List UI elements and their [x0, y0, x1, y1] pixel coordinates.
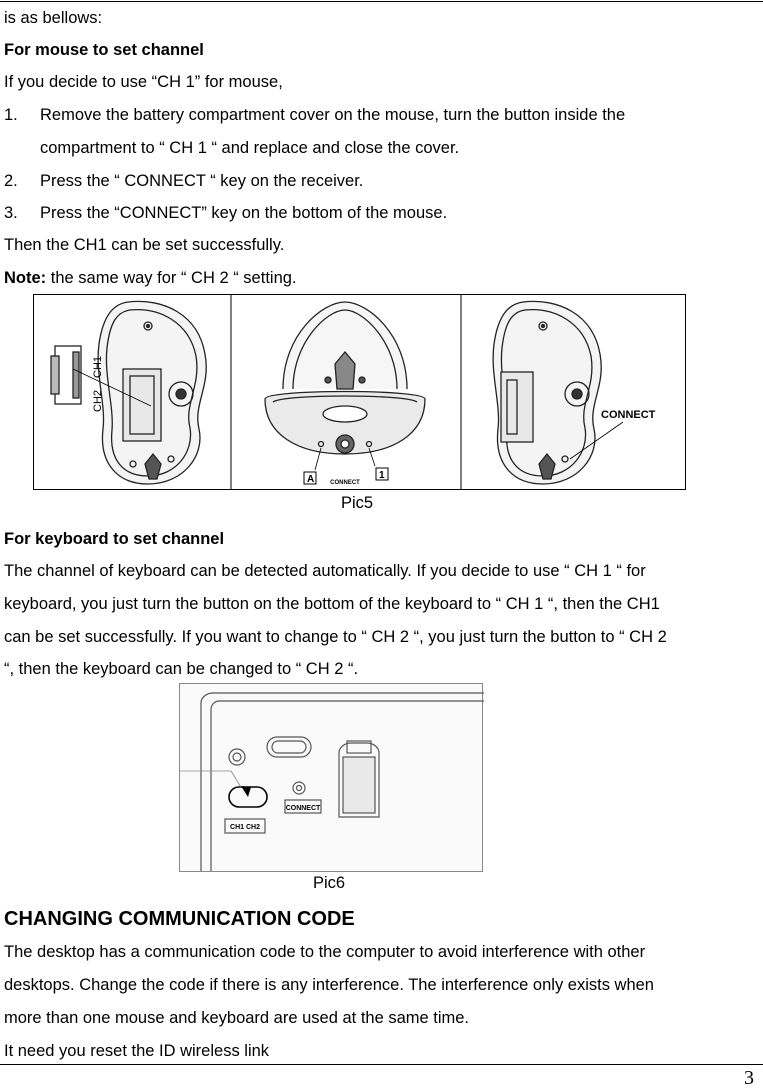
keyboard-line-4: “, then the keyboard can be changed to “ CH 2 “.: [4, 660, 359, 678]
communication-code-heading: CHANGING COMMUNICATION CODE: [4, 908, 355, 930]
mouse-heading: For mouse to set channel: [4, 41, 204, 59]
pic6-caption: Pic6: [313, 874, 346, 892]
communication-line-2: desktops. Change the code if there is any interference. The interference only exists when: [4, 976, 654, 994]
step-1-line-1: Remove the battery compartment cover on the mouse, turn the button inside the: [40, 106, 626, 124]
step-1-line-2: compartment to “ CH 1 “ and replace and close the cover.: [40, 139, 460, 157]
pic5-caption: Pic5: [341, 494, 374, 512]
mouse-connect-label: CONNECT: [601, 409, 656, 421]
keyboard-heading: For keyboard to set channel: [4, 530, 225, 548]
note-label: Note:: [4, 269, 47, 287]
intro-text: is as bellows:: [4, 9, 103, 27]
page-number: 3: [744, 1067, 754, 1089]
pic6-connect-label: CONNECT: [285, 805, 321, 812]
mouse-intro: If you decide to use “CH 1” for mouse,: [4, 73, 283, 91]
communication-line-1: The desktop has a communication code to the computer to avoid interference with other: [4, 943, 646, 961]
keyboard-line-2: keyboard, you just turn the button on the bottom of the keyboard to “ CH 1 “, then the CH1: [4, 595, 660, 613]
switch-label-ch2: CH2: [92, 389, 104, 412]
note-line: [4, 268, 297, 288]
step-3-number: 3.: [4, 204, 18, 222]
step-2-line-1: Press the “ CONNECT “ key on the receiver.: [40, 172, 364, 190]
switch-label-ch1: CH1: [92, 355, 104, 378]
mouse-result: Then the CH1 can be set successfully.: [4, 236, 285, 254]
pic6-channel-label: CH1 CH2: [230, 824, 260, 831]
step-1-number: 1.: [4, 106, 18, 124]
receiver-label-a: A: [307, 474, 315, 485]
note-text: the same way for “ CH 2 “ setting.: [46, 269, 297, 287]
step-2-number: 2.: [4, 172, 18, 190]
keyboard-line-1: The channel of keyboard can be detected automatically. If you decide to use “ CH 1 “ for: [4, 562, 646, 580]
keyboard-line-3: can be set successfully. If you want to change to “ CH 2 “, you just turn the button to “ CH 2: [4, 628, 667, 646]
communication-line-4: It need you reset the ID wireless link: [4, 1042, 270, 1060]
top-rule: [0, 1, 763, 2]
pic5-figure: [33, 294, 687, 491]
bottom-rule: [0, 1064, 763, 1065]
receiver-label-1: 1: [379, 470, 385, 481]
step-3-line-1: Press the “CONNECT” key on the bottom of the mouse.: [40, 204, 448, 222]
communication-line-3: more than one mouse and keyboard are used at the same time.: [4, 1009, 470, 1027]
pic6-figure: [179, 683, 484, 873]
receiver-connect-label: CONNECT: [330, 480, 360, 486]
